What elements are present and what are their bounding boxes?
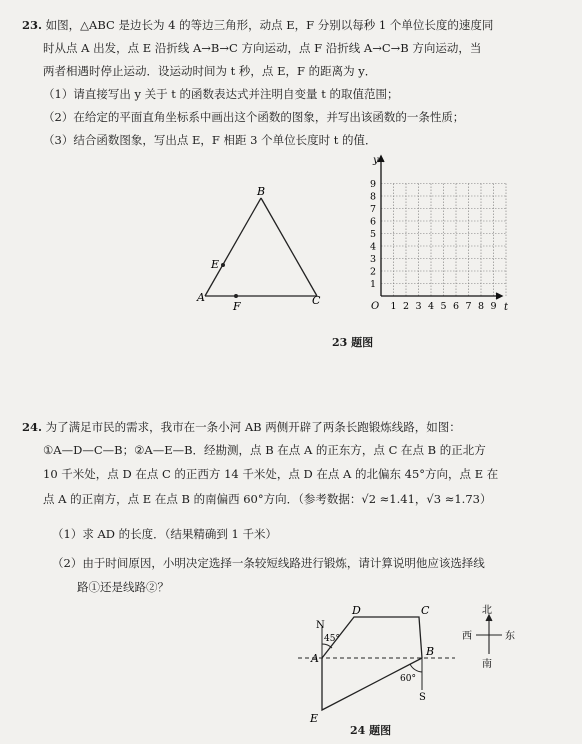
q23-line-2: 时从点 A 出发，点 E 沿折线 A→B→C 方向运动，点 F 沿折线 A→C→B 方向运动，当 bbox=[43, 41, 482, 55]
x-tick-label: 3 bbox=[415, 301, 422, 312]
x-tick-label: 2 bbox=[402, 301, 410, 312]
q24-part-2: （2）由于时间原因，小明决定选择一条较短线路进行锻炼，请计算说明他应该选择线 bbox=[52, 556, 485, 570]
q24-line-1 bbox=[22, 420, 461, 434]
q23-number: 23. bbox=[22, 18, 43, 32]
q24-label-s: S bbox=[419, 692, 426, 703]
q24-text-1: 为了满足市民的需求，我市在一条小河 AB 两侧开辟了两条长跑锻炼线路，如图： bbox=[45, 420, 461, 434]
x-tick-label: 9 bbox=[490, 301, 497, 312]
compass-west: 西 bbox=[462, 631, 472, 642]
q23-part-1: （1）请直接写出 y 关于 t 的函数表达式并注明自变量 t 的取值范围； bbox=[43, 87, 399, 101]
x-tick-label: 4 bbox=[427, 301, 435, 312]
q24-angle-60: 60° bbox=[400, 674, 416, 684]
x-tick-label: 1 bbox=[390, 301, 397, 312]
q23-y-ticks bbox=[370, 179, 376, 290]
y-tick-label: 2 bbox=[369, 266, 377, 278]
q23-point-f bbox=[234, 294, 238, 298]
q24-line-3: 10 千米处，点 D 在点 C 的正西方 14 千米处，点 D 在点 A 的北偏东 45°方向，点 E 在 bbox=[43, 467, 499, 481]
q23-text-1: 如图，△ABC 是边长为 4 的等边三角形，动点 E，F 分别以每秒 1 个单位长度的速度同 bbox=[45, 18, 494, 32]
q23-label-b: B bbox=[257, 185, 266, 198]
y-tick-label: 1 bbox=[369, 279, 377, 290]
q23-label-e: E bbox=[211, 258, 220, 271]
q24-figure bbox=[0, 595, 582, 725]
q24-part-1: （1）求 AD 的长度．（结果精确到 1 千米） bbox=[52, 527, 278, 541]
q24-line-4: 点 A 的正南方，点 E 在点 B 的南偏西 60°方向．（参考数据：√2 ≈1.41，√3 ≈1.73） bbox=[43, 492, 492, 506]
q23-point-e bbox=[221, 263, 225, 267]
q23-figure bbox=[0, 150, 582, 330]
y-tick-label: 3 bbox=[369, 254, 377, 265]
y-tick-label: 7 bbox=[369, 204, 377, 215]
q23-caption: 23 题图 bbox=[332, 336, 374, 349]
q23-line-3: 两者相遇时停止运动．设运动时间为 t 秒，点 E，F 的距离为 y． bbox=[43, 64, 377, 78]
q23-label-a: A bbox=[197, 291, 205, 304]
q24-label-a: A bbox=[311, 652, 319, 665]
y-tick-label: 5 bbox=[369, 229, 377, 240]
q23-triangle bbox=[205, 198, 317, 296]
q24-label-n: N bbox=[316, 620, 325, 631]
q24-angle-45: 45° bbox=[324, 634, 340, 644]
compass-icon bbox=[476, 615, 502, 654]
q24-line-2: ①A—D—C—B；②A—E—B．经勘测，点 B 在点 A 的正东方，点 C 在点 B 的正北方 bbox=[43, 443, 486, 457]
q24-label-b: B bbox=[426, 645, 435, 658]
q24-angle-arc-60 bbox=[410, 664, 422, 672]
y-tick-label: 8 bbox=[369, 191, 377, 203]
compass-south: 南 bbox=[482, 659, 492, 670]
q23-origin-label: O bbox=[371, 301, 380, 312]
y-tick-label: 4 bbox=[369, 241, 377, 253]
x-tick-label: 7 bbox=[465, 301, 472, 312]
q23-x-ticks bbox=[390, 301, 496, 312]
x-tick-label: 6 bbox=[452, 301, 460, 312]
x-tick-label: 8 bbox=[477, 301, 485, 312]
q23-part-2: （2）在给定的平面直角坐标系中画出这个函数的图象，并写出该函数的一条性质； bbox=[43, 110, 465, 124]
q23-part-3: （3）结合函数图象，写出点 E，F 相距 3 个单位长度时 t 的值． bbox=[43, 133, 377, 147]
q23-line-1 bbox=[22, 18, 493, 32]
q24-label-c: C bbox=[421, 604, 430, 617]
q24-route-2 bbox=[322, 658, 422, 710]
q24-caption: 24 题图 bbox=[350, 724, 392, 737]
compass-north: 北 bbox=[482, 605, 492, 616]
q23-axis-t-label: t bbox=[504, 302, 509, 313]
y-tick-label: 9 bbox=[369, 179, 377, 190]
compass-east: 东 bbox=[505, 631, 515, 642]
q23-grid bbox=[381, 184, 506, 297]
q24-label-d: D bbox=[352, 604, 361, 617]
y-tick-label: 6 bbox=[369, 216, 377, 228]
x-tick-label: 5 bbox=[440, 301, 447, 312]
q23-label-c: C bbox=[312, 294, 321, 307]
q23-label-f: F bbox=[233, 300, 241, 313]
q24-part-2-cont: 路①还是线路②？ bbox=[77, 580, 169, 594]
q23-axes bbox=[378, 156, 502, 299]
q24-label-e: E bbox=[310, 712, 319, 725]
q24-number: 24. bbox=[22, 420, 43, 434]
q23-axis-y-label: y bbox=[373, 155, 379, 166]
